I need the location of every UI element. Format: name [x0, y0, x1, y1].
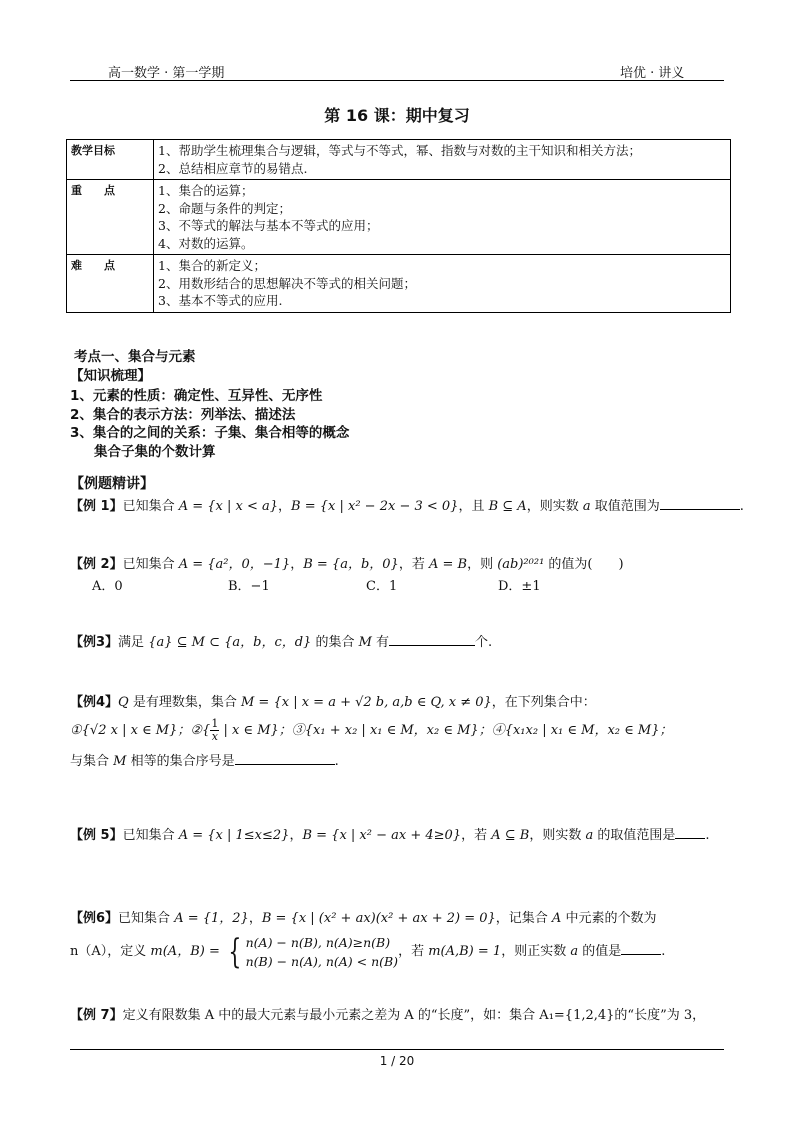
example-tag: 【例3】 [70, 635, 119, 650]
math-set: B = {x | x² − ax + 4≥0} [302, 828, 462, 843]
fraction-numerator: 1 [211, 717, 219, 730]
math-var: M [358, 635, 372, 650]
header-rule [70, 80, 724, 81]
example-tag: 【例 2】 [70, 557, 123, 572]
text: 相等的集合序号是 [126, 754, 235, 769]
examples-heading: 【例题精讲】 [70, 476, 154, 492]
text: ，则实数 [529, 828, 586, 843]
text: ，若 [461, 828, 492, 843]
text: ，若 [398, 557, 429, 572]
option-4: ④{x₁x₂ | x₁ ∈ M，x₂ ∈ M}； [491, 723, 673, 738]
example-7 [70, 1007, 705, 1025]
math-relation: B ⊆ A [488, 499, 527, 514]
row-line: 1、集合的新定义； [158, 258, 266, 273]
row-label: 难 点 [67, 255, 154, 313]
text: ，则实数 [526, 499, 583, 514]
knowledge-point: 1、元素的性质：确定性、互异性、无序性 [70, 388, 323, 404]
text: 定义有限数集 A 中的最大元素与最小元素之差为 A 的“长度”，如：集合 A₁={1,2,4}的“长度”为 3， [122, 1008, 706, 1023]
answer-blank[interactable] [675, 826, 705, 839]
choice-b: B．−1 [228, 579, 270, 594]
text: ，若 [398, 944, 429, 959]
row-label: 教学目标 [67, 140, 154, 180]
text: ，记集合 [495, 911, 552, 926]
example-4-options [70, 718, 672, 743]
math-var: a [582, 499, 591, 514]
math-set: A = {x | 1≤x≤2} [178, 828, 290, 843]
text: 的值是 [578, 944, 622, 959]
math-expr: m(A，B) = [150, 944, 224, 959]
row-line: 1、集合的运算； [158, 183, 254, 198]
text: ， [278, 499, 292, 514]
left-brace-icon: { [228, 931, 242, 972]
text: . [334, 754, 339, 769]
piecewise-cases [246, 933, 398, 971]
row-content [154, 255, 731, 313]
text: 是有理数集，集合 [128, 695, 241, 710]
text: 有 [371, 635, 390, 650]
answer-blank[interactable] [235, 752, 335, 765]
goals-table [66, 139, 731, 313]
row-line: 2、命题与条件的判定； [158, 200, 291, 216]
knowledge-heading: 【知识梳理】 [70, 368, 151, 384]
text: 已知集合 [122, 828, 179, 843]
text: 取值范围为 [590, 499, 660, 514]
footer-rule [70, 1049, 724, 1050]
math-var: A [551, 911, 562, 926]
math-set: B = {a，b，0} [303, 557, 399, 572]
math-expr: (ab)²⁰²¹ [497, 557, 545, 572]
row-content [154, 180, 731, 255]
row-line: 4、对数的运算。 [158, 235, 254, 251]
text: . [661, 944, 666, 959]
text: ， [289, 828, 303, 843]
text: n（A），定义 [70, 944, 151, 959]
text: ，在下列集合中： [491, 695, 596, 710]
row-line: 2、总结相应章节的易错点. [158, 160, 308, 176]
table-row [67, 140, 731, 180]
choice-a: A．0 [92, 579, 123, 594]
row-line: 2、用数形结合的思想解决不等式的相关问题； [158, 275, 416, 291]
text: 与集合 [70, 754, 114, 769]
text: ，则正实数 [501, 944, 571, 959]
text: 已知集合 [122, 499, 179, 514]
example-6-definition [70, 930, 665, 974]
knowledge-point: 2、集合的表示方法：列举法、描述法 [70, 407, 296, 423]
text: 的集合 [311, 635, 359, 650]
text: 的值为( ) [544, 557, 624, 572]
math-var: a [570, 944, 579, 959]
answer-blank[interactable] [621, 942, 661, 955]
math-set: A = {x | x < a} [178, 499, 279, 514]
option-3: ③{x₁ + x₂ | x₁ ∈ M，x₂ ∈ M}； [291, 723, 492, 738]
choice-d: D．±1 [498, 579, 541, 594]
example-1 [70, 497, 744, 516]
example-5 [70, 826, 710, 845]
page-title: 第 16 课：期中复习 [324, 106, 470, 125]
choice-c: C．1 [366, 579, 398, 594]
option-1: ①{√2 x | x ∈ M}； [70, 723, 191, 738]
math-set: B = {x | (x² + ax)(x² + ax + 2) = 0} [261, 911, 496, 926]
example-tag: 【例6】 [70, 911, 119, 926]
math-relation: m(A,B) = 1 [428, 944, 502, 959]
header-right: 培优 · 讲义 [620, 66, 685, 81]
page-number: 1 / 20 [379, 1054, 415, 1068]
math-set: A = {a²，0，−1} [178, 557, 291, 572]
text: . [739, 499, 744, 514]
text: ， [290, 557, 304, 572]
text: 满足 [118, 635, 149, 650]
text: ， [248, 911, 262, 926]
row-label: 重 点 [67, 180, 154, 255]
math-set: M = {x | x = a + √2 b, a,b ∈ Q, x ≠ 0} [240, 695, 492, 710]
text: 已知集合 [118, 911, 175, 926]
text: 已知集合 [122, 557, 179, 572]
section-title: 考点一、集合与元素 [74, 349, 196, 365]
text: 中元素的个数为 [561, 911, 657, 926]
row-line: 1、帮助学生梳理集合与逻辑，等式与不等式，幂、指数与对数的主干知识和相关方法； [158, 143, 641, 158]
row-content [154, 140, 731, 180]
math-relation: A = B [428, 557, 468, 572]
knowledge-point: 3、集合的之间的关系：子集、集合相等的概念 [70, 425, 350, 441]
answer-blank[interactable] [660, 497, 740, 510]
example-tag: 【例 5】 [70, 828, 123, 843]
math-var: a [585, 828, 594, 843]
answer-blank[interactable] [389, 633, 475, 646]
row-line: 3、基本不等式的应用. [158, 293, 283, 308]
fraction-denominator: x [211, 730, 218, 743]
example-tag: 【例4】 [70, 695, 119, 710]
option-2-start: ②{ [190, 723, 211, 738]
fraction [210, 718, 219, 743]
example-2 [70, 556, 624, 574]
row-line: 3、不等式的解法与基本不等式的应用； [158, 218, 379, 233]
table-row [67, 180, 731, 255]
text: . [705, 828, 710, 843]
example-tag: 【例 7】 [70, 1008, 123, 1023]
header-left: 高一数学 · 第一学期 [108, 66, 225, 81]
math-var: Q [118, 695, 129, 710]
case-1: n(A) − n(B), n(A)≥n(B) [245, 934, 391, 950]
text: ，且 [458, 499, 489, 514]
math-set: A = {1，2} [174, 911, 249, 926]
math-set: B = {x | x² − 2x − 3 < 0} [291, 499, 459, 514]
text: 个. [475, 635, 493, 650]
math-var: M [113, 754, 127, 769]
math-expr: {a} ⊆ M ⊂ {a，b，c，d} [148, 635, 312, 650]
knowledge-point: 集合子集的个数计算 [94, 444, 216, 460]
example-tag: 【例 1】 [70, 499, 123, 514]
table-row [67, 255, 731, 313]
math-relation: A ⊆ B [491, 828, 530, 843]
option-2-end: | x ∈ M}； [219, 723, 292, 738]
text: ，则 [467, 557, 498, 572]
example-4-question [70, 752, 339, 771]
case-2: n(B) − n(A), n(A) < n(B) [245, 953, 399, 969]
example-4 [70, 694, 596, 712]
example-3 [70, 633, 492, 652]
text: 的取值范围是 [593, 828, 676, 843]
example-6 [70, 910, 656, 928]
